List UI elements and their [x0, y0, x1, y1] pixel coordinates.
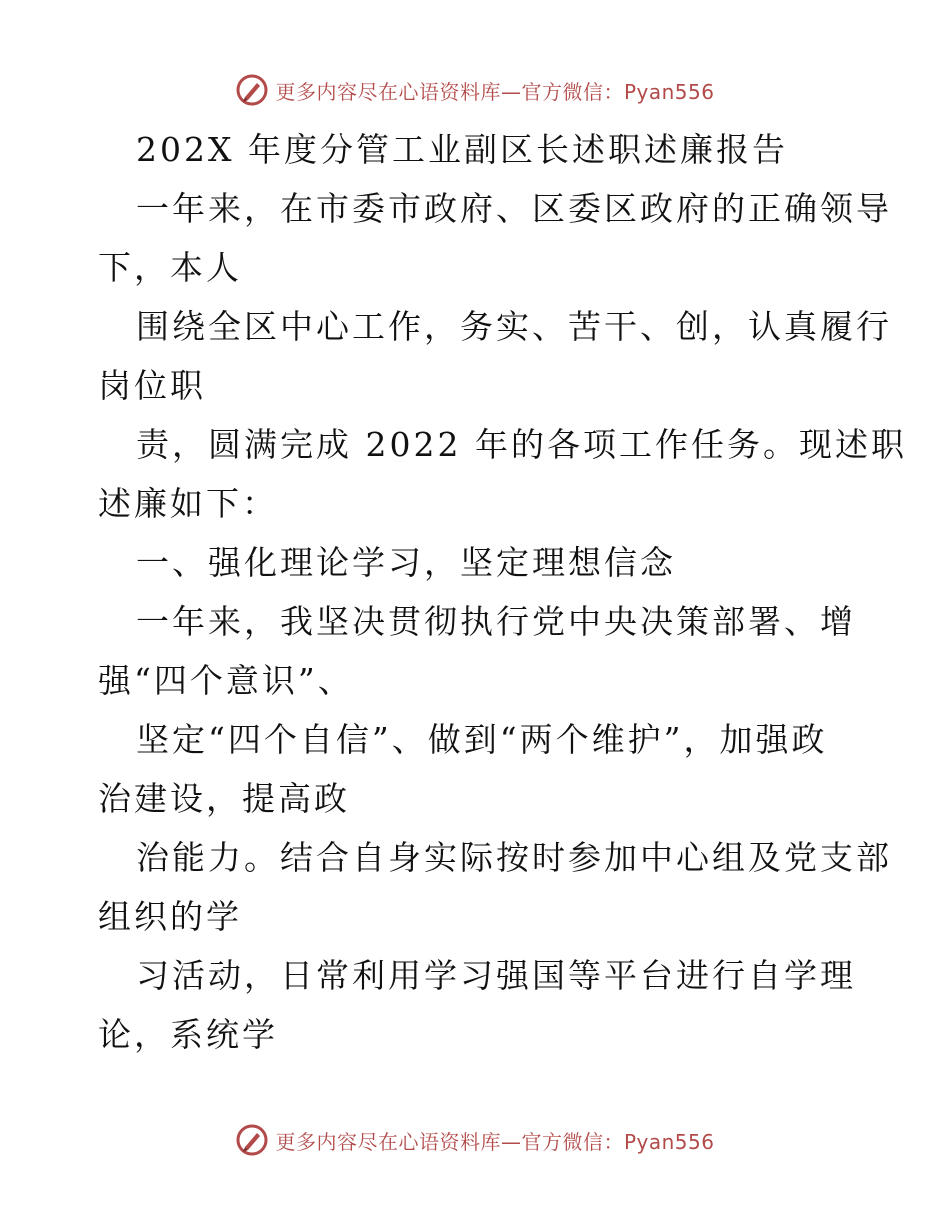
- text-line: 坚定“四个自信”、做到“两个维护”，加强政: [136, 720, 828, 759]
- text-line: 202X 年度分管工业副区长述职述廉报告: [136, 130, 788, 169]
- document-body: [98, 120, 907, 1064]
- footer-watermark: [0, 1120, 950, 1160]
- text-line: 岗位职: [98, 366, 206, 405]
- text-line: 围绕全区中心工作，务实、苦干、创，认真履行: [136, 307, 892, 346]
- text-line: 组织的学: [98, 897, 242, 936]
- header-watermark: [0, 70, 950, 110]
- text-line: 论，系统学: [98, 1015, 278, 1054]
- watermark-text: 更多内容尽在心语资料库—官方微信：Pyan556: [275, 79, 715, 104]
- pen-logo-icon: [235, 1123, 269, 1157]
- text-line: 述廉如下：: [98, 484, 278, 523]
- text-line: 治建设，提高政: [98, 779, 350, 818]
- text-line: 强“四个意识”、: [98, 661, 354, 700]
- pen-logo-icon: [235, 73, 269, 107]
- text-line: 一年来，我坚决贯彻执行党中央决策部署、增: [136, 602, 856, 641]
- text-line: 下，本人: [98, 248, 242, 287]
- text-line: 治能力。结合自身实际按时参加中心组及党支部: [136, 838, 892, 877]
- watermark-text: 更多内容尽在心语资料库—官方微信：Pyan556: [275, 1129, 715, 1154]
- text-line: 一年来，在市委市政府、区委区政府的正确领导: [136, 189, 892, 228]
- text-line: 一、强化理论学习，坚定理想信念: [136, 543, 676, 582]
- text-line: 习活动，日常利用学习强国等平台进行自学理: [136, 956, 856, 995]
- text-line: 责，圆满完成 2022 年的各项工作任务。现述职: [136, 425, 907, 464]
